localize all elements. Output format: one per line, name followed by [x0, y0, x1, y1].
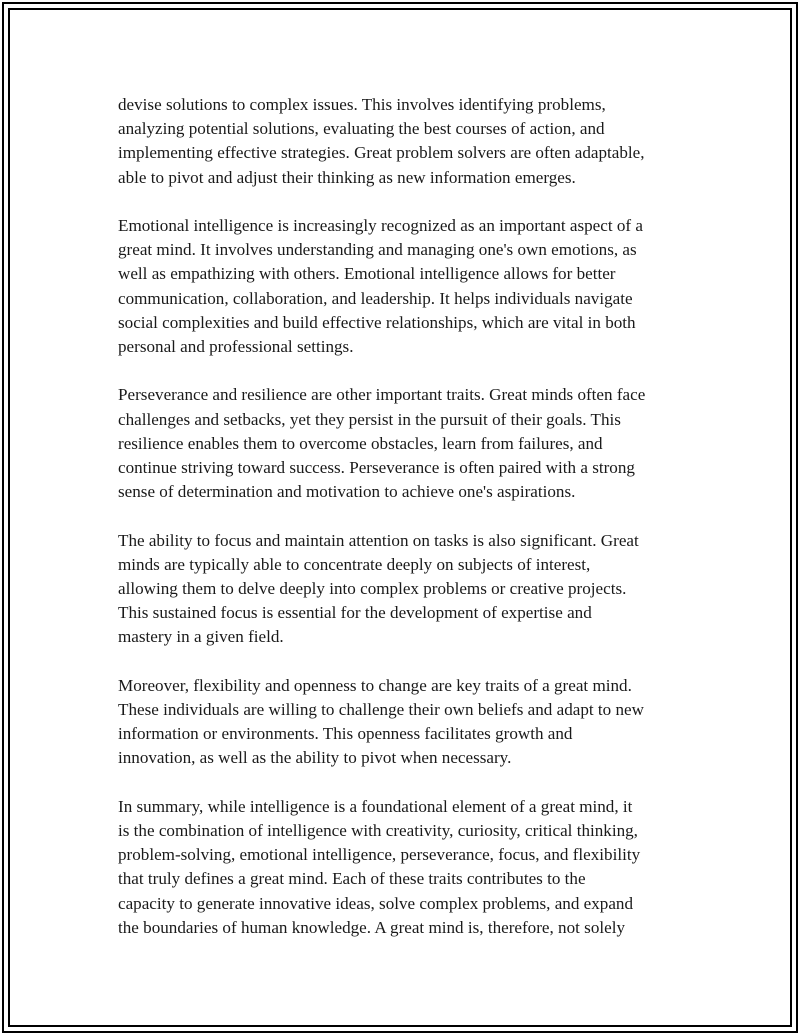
text-line: Moreover, flexibility and openness to change are key traits of a great mind.	[118, 675, 632, 695]
paragraph	[118, 93, 698, 190]
text-line: that truly defines a great mind. Each of these traits contributes to the	[118, 869, 586, 889]
text-line: This sustained focus is essential for the development of expertise and	[118, 603, 592, 623]
text-line: great mind. It involves understanding and managing one's own emotions, as	[118, 240, 637, 260]
text-line: The ability to focus and maintain attention on tasks is also significant. Great	[118, 530, 639, 550]
text-line: is the combination of intelligence with creativity, curiosity, critical thinking,	[118, 821, 638, 841]
text-line: continue striving toward success. Perseverance is often paired with a strong	[118, 458, 635, 478]
document-body	[118, 93, 698, 964]
paragraph	[118, 529, 698, 650]
text-line: analyzing potential solutions, evaluating the best courses of action, and	[118, 119, 605, 139]
text-line: Emotional intelligence is increasingly recognized as an important aspect of a	[118, 216, 643, 235]
paragraph	[118, 214, 698, 359]
text-line: the boundaries of human knowledge. A great mind is, therefore, not solely	[118, 917, 625, 937]
text-line: communication, collaboration, and leadership. It helps individuals navigate	[118, 288, 633, 308]
text-line: able to pivot and adjust their thinking as new information emerges.	[118, 167, 576, 187]
text-line: These individuals are willing to challenge their own beliefs and adapt to new	[118, 700, 644, 720]
text-line: minds are typically able to concentrate deeply on subjects of interest,	[118, 554, 591, 574]
text-line: social complexities and build effective relationships, which are vital in both	[118, 312, 636, 332]
text-line: resilience enables them to overcome obstacles, learn from failures, and	[118, 433, 603, 453]
text-line: devise solutions to complex issues. This involves identifying problems,	[118, 95, 606, 114]
text-line: mastery in a given field.	[118, 627, 284, 647]
paragraph	[118, 674, 698, 771]
text-line: implementing effective strategies. Great problem solvers are often adaptable,	[118, 143, 645, 163]
text-line: allowing them to delve deeply into complex problems or creative projects.	[118, 579, 627, 599]
text-line: Perseverance and resilience are other important traits. Great minds often face	[118, 385, 646, 405]
text-line: innovation, as well as the ability to pivot when necessary.	[118, 748, 512, 768]
text-line: challenges and setbacks, yet they persist in the pursuit of their goals. This	[118, 409, 621, 429]
text-line: capacity to generate innovative ideas, solve complex problems, and expand	[118, 893, 634, 913]
text-line: In summary, while intelligence is a foundational element of a great mind, it	[118, 796, 633, 816]
text-line: sense of determination and motivation to achieve one's aspirations.	[118, 482, 576, 502]
text-line: problem-solving, emotional intelligence, perseverance, focus, and flexibility	[118, 845, 641, 865]
text-line: information or environments. This openness facilitates growth and	[118, 724, 573, 744]
text-line: personal and professional settings.	[118, 337, 354, 357]
text-line: well as empathizing with others. Emotional intelligence allows for better	[118, 264, 616, 284]
paragraph	[118, 383, 698, 504]
paragraph	[118, 795, 698, 940]
